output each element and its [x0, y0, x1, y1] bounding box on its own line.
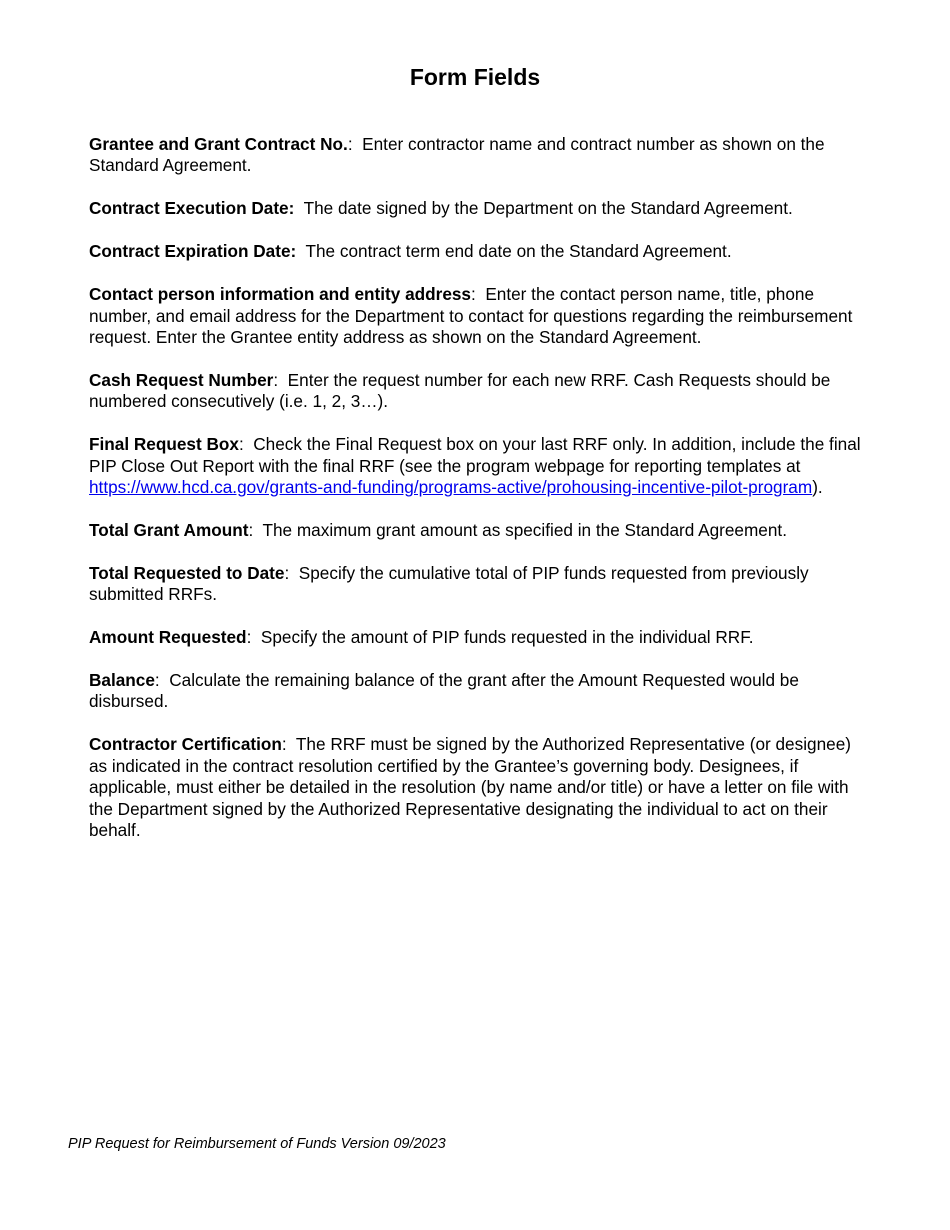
field-final-request-box: Final Request Box: Check the Final Request box on your last RRF only. In addition, include the final PIP Close Out Report with the final RRF (see the program webpage for reporting templates at https://www.hcd.ca.gov/grants-and-funding/programs-active/prohousing-incentive-pilot-program).: [89, 434, 861, 497]
field-total-grant-amount: Total Grant Amount: The maximum grant amount as specified in the Standard Agreement.: [89, 519, 787, 540]
field-label: Balance: [89, 670, 155, 690]
field-label: Total Grant Amount: [89, 519, 249, 540]
field-description: Enter the request number for each new RRF. Cash Requests should be numbered consecutively (i.e. 1, 2, 3…).: [89, 369, 831, 412]
field-label: Total Requested to Date: [89, 562, 285, 583]
field-total-requested-to-date: Total Requested to Date: Specify the cumulative total of PIP funds requested from previously submitted RRFs.: [89, 562, 809, 605]
field-description: Enter contractor name and contract number as shown on the Standard Agreement.: [89, 134, 825, 176]
field-description: The RRF must be signed by the Authorized Representative (or designee) as indicated in the contract resolution certified by the Grantee’s governing body. Designees, if applicable, must either be detailed in the resolution (by name and/or title) or have a letter on file with the Department signed by the Authorized Representative designating the individual to act on their behalf.: [89, 734, 851, 840]
field-balance: Balance: Calculate the remaining balance of the grant after the Amount Requested would be disbursed.: [89, 670, 799, 712]
field-label: Contract Execution Date:: [89, 198, 295, 219]
field-description: The maximum grant amount as specified in the Standard Agreement.: [262, 519, 787, 540]
field-contractor-certification: Contractor Certification: The RRF must be signed by the Authorized Representative (or designee) as indicated in the contract resolution certified by the Grantee’s governing body. Designees, if applicable, must either be detailed in the resolution (by name and/or title) or have a letter on file with the Department signed by the Authorized Representative designating the individual to act on their behalf.: [89, 734, 851, 840]
field-description: Check the Final Request box on your last RRF only. In addition, include the final PIP Close Out Report with the final RRF (see the program webpage for reporting templates at: [89, 434, 861, 476]
field-amount-requested: Amount Requested: Specify the amount of PIP funds requested in the individual RRF.: [89, 627, 754, 648]
field-contract-execution-date: [89, 198, 864, 219]
field-grantee-contract-no: Grantee and Grant Contract No.: Enter contractor name and contract number as shown on the Standard Agreement.: [89, 134, 825, 176]
field-contact-person-info: Contact person information and entity address: Enter the contact person name, title, phone number, and email address for the Department to contact for questions regarding the reimbursement request. Enter the Grantee entity address as shown on the Standard Agreement.: [89, 284, 853, 347]
field-label: Cash Request Number: [89, 369, 274, 390]
page-footer: PIP Request for Reimbursement of Funds Version 09/2023: [68, 1136, 446, 1152]
field-cash-request-number: Cash Request Number: Enter the request number for each new RRF. Cash Requests should be numbered consecutively (i.e. 1, 2, 3…).: [89, 369, 831, 412]
field-label: Contractor Certification: [89, 734, 282, 755]
field-description: Specify the amount of PIP funds requested in the individual RRF.: [260, 627, 754, 648]
page-title: Form Fields: [409, 64, 541, 90]
field-description: Calculate the remaining balance of the grant after the Amount Requested would be disbursed.: [89, 670, 799, 712]
form-fields-list: [89, 134, 864, 863]
field-label: Amount Requested: [89, 627, 247, 648]
field-description: The contract term end date on the Standard Agreement.: [305, 241, 732, 262]
field-description: The date signed by the Department on the Standard Agreement.: [303, 198, 793, 219]
field-label: Final Request Box: [89, 434, 239, 455]
field-label: Contact person information and entity address: [89, 284, 471, 305]
field-label: Contract Expiration Date:: [89, 241, 297, 262]
field-contract-expiration-date: [89, 241, 864, 262]
field-description-end: ).: [812, 476, 823, 497]
field-description: Enter the contact person name, title, phone number, and email address for the Department to contact for questions regarding the reimbursement request. Enter the Grantee entity address as shown on the Standard Agreement.: [89, 284, 853, 347]
field-description: Specify the cumulative total of PIP funds requested from previously submitted RRFs.: [89, 562, 809, 605]
field-label: Grantee and Grant Contract No.: [89, 134, 348, 154]
program-webpage-link[interactable]: https://www.hcd.ca.gov/grants-and-funding/programs-active/prohousing-incentive-pilot-program: [89, 476, 813, 497]
